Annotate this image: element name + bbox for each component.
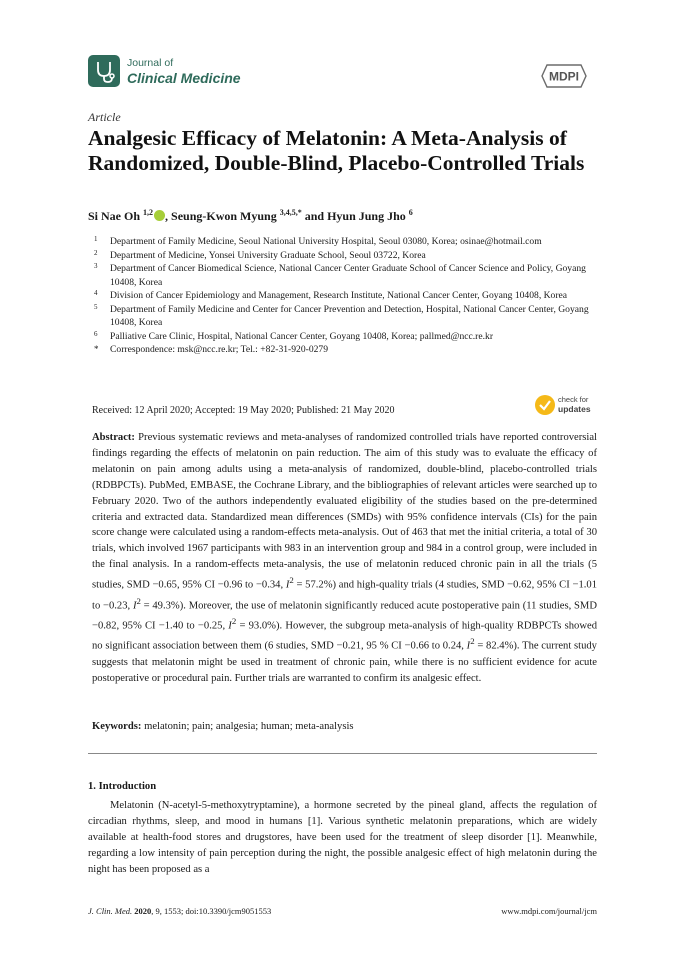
publication-dates: Received: 12 April 2020; Accepted: 19 May 2020; Published: 21 May 2020 [92,405,395,416]
affiliation-list [88,235,598,357]
check-updates-line1: check for [558,395,589,404]
correspondence: * Correspondence: msk@ncc.re.kr; Tel.: +82-31-920-0279 [94,344,329,355]
author-and: and [304,209,325,223]
check-updates-line2: updates [558,404,591,414]
keywords-label: Keywords: [92,721,142,732]
affiliation-item: 3 Department of Cancer Biomedical Science, National Cancer Center Graduate School of Cancer Science and Policy, Goyang 10408, Korea [94,262,586,288]
journal-name-line1: Journal of [127,57,174,69]
section-heading: 1. Introduction [88,781,157,792]
mdpi-logo[interactable] [541,64,587,88]
affiliation-item: 6 Palliative Care Clinic, Hospital, National Cancer Center, Goyang 10408, Korea; pallmed@ncc.re.kr [94,329,494,342]
journal-name-line2: Clinical Medicine [127,70,241,86]
author-list: Si Nae Oh $^{1,2}$ , Seung-Kwon Myung $^{3,4,5,*}$ and Hyun Jung Jho $^6$ [88,208,413,223]
journal-logo [88,55,120,87]
article-type: Article [88,110,121,124]
author-1[interactable]: Si Nae Oh [88,209,141,223]
affiliation-item: 4 Division of Cancer Epidemiology and Management, Research Institute, National Cancer Center, Goyang 10408, Korea [94,289,568,301]
journal-url[interactable]: www.mdpi.com/journal/jcm [501,906,597,916]
author-1-affil: 1,2 [143,208,154,217]
intro-paragraph: Melatonin (N-acetyl-5-methoxytryptamine), a hormone secreted by the pineal gland, affects the regulation of circadian rhythms, sleep, and mood in humans [1]. Various synthetic melatonin preparations, which are widely available at health-food stores and drugstores, have been used for the treatment of sleep disorder [1]. Meanwhile, regarding a low intensity of pain perception during the night, the possible analgesic effect of high melatonin during the night has been proposed as a [88,800,597,875]
abstract-label: Abstract: [92,432,135,443]
abstract: Abstract: Previous systematic reviews and meta-analyses of randomized controlled trials have reported controversial findings regarding the effects of melatonin on pain reduction. The aim of this study was to evaluate the efficacy of melatonin on pain among adults using a meta-analysis of randomized, double-blind, placebo-controlled trials (RDBPCTs). PubMed, EMBASE, the Cochrane Library, and the bibliographies of relevant articles were searched up to February 2020. Two of the authors independently evaluated eligibility of the studies based on the pre-determined criteria and extracted data. Standardized mean differences (SMDs) with 95% confidence intervals (CIs) for the pain score change were calculated using a random-effects meta-analysis. Out of 463 that met the initial criteria, a total of 30 trials, which involved 1967 participants with 983 in an intervention group and 984 in a control group, were included in the final analysis. In a random-effects meta-analysis, the use of melatonin reduced chronic pain in all the trials (5 studies, SMD −0.65, 95% CI −0.96 to −0.34, $I^2 = 57.2\%$) and high-quality trials (4 studies, SMD −0.62, 95% CI −1.01 to −0.23, $I^2 = 49.3\%$). Moreover, the use of melatonin significantly reduced acute postoperative pain (11 studies, SMD −0.82, 95% CI −1.40 to −0.25, $I^2 = 93.0\%$). However, the subgroup meta-analysis of high-quality RDBPCTs showed no significant association between them (6 studies, SMD −0.21, 95 % CI −0.66 to 0.24, $I^2 = 82.4\%$). The current study suggests that melatonin might be used in treatment of chronic pain, while there is no sufficient evidence for acute postoperative or procedural pain. Further trials are warranted to confirm its analgesic effect. [92,432,597,684]
citation-footer: J. Clin. Med. 2020, 9, 1553; doi:10.3390/jcm9051553 [88,906,272,916]
stethoscope-icon [88,55,120,87]
orcid-icon[interactable] [154,210,165,221]
affiliation-item: 5 Department of Family Medicine and Center for Cancer Prevention and Detection, Hospital, National Cancer Center, Goyang 10408, Korea [94,302,589,328]
check-for-updates-badge[interactable] [535,395,595,419]
affiliation-item: 1 Department of Family Medicine, Seoul National University Hospital, Seoul 03080, Korea; osinae@hotmail.com [94,235,542,247]
mdpi-logo-text: MDPI [549,69,579,84]
citation-link[interactable]: 1 [311,815,317,827]
author-2-affil: 3,4,5, [279,208,298,217]
corresponding-mark: * [297,208,302,217]
author-2[interactable]: Seung-Kwon Myung [171,209,277,223]
author-3-affil: 6 [408,208,413,217]
divider [88,753,597,754]
paper-title: Analgesic Efficacy of Melatonin: A Meta-Analysis of Randomized, Double-Blind, Placebo-Controlled Trials [88,126,585,175]
keywords: Keywords: melatonin; pain; analgesia; human; meta-analysis [92,721,354,732]
citation-link[interactable]: 1 [530,831,536,843]
affiliation-item: 2 Department of Medicine, Yonsei University Graduate School, Seoul 03722, Korea [94,248,426,261]
author-3[interactable]: Hyun Jung Jho [327,209,406,223]
check-icon [535,395,555,415]
